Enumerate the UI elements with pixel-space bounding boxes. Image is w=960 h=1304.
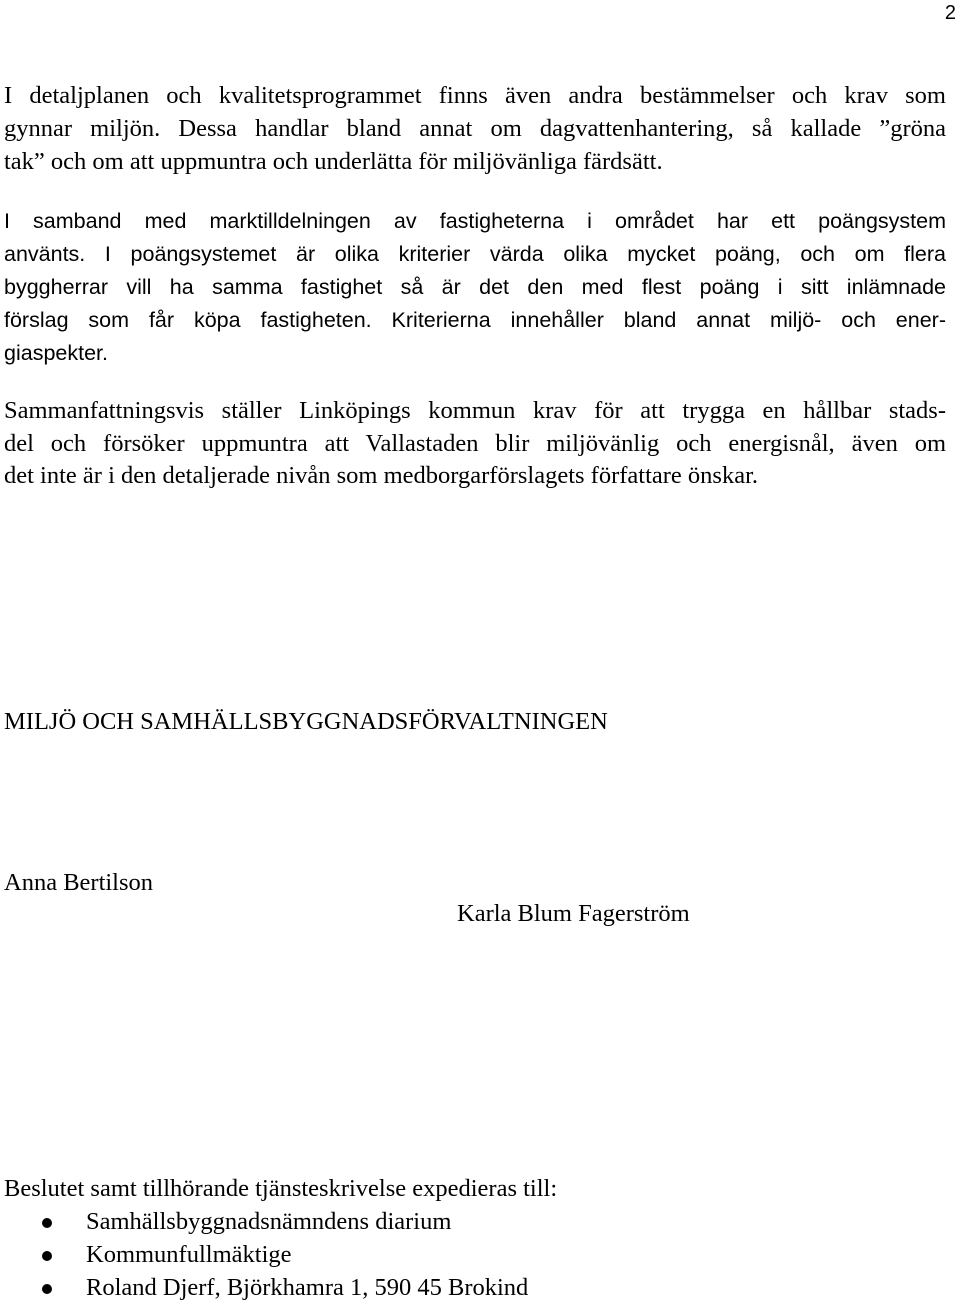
paragraph-line: Sammanfattningsvis ställer Linköpings kommun krav för att trygga en hållbar stads- <box>4 397 946 424</box>
paragraph-line: gynnar miljön. Dessa handlar bland annat om dagvattenhantering, så kallade ”gröna <box>4 115 946 142</box>
bullet-icon <box>42 1218 52 1228</box>
page-number: 2 <box>944 2 956 24</box>
list-item-text: Samhällsbyggnadsnämndens diarium <box>86 1208 452 1235</box>
list-item-text: Kommunfullmäktige <box>86 1241 292 1268</box>
paragraph-line: förslag som får köpa fastigheten. Kriterierna innehåller bland annat miljö- och ener- <box>4 308 946 332</box>
signatory-second: Karla Blum Fagerström <box>457 900 690 927</box>
bullet-icon <box>42 1251 52 1261</box>
list-item-text: Roland Djerf, Björkhamra 1, 590 45 Brokind <box>86 1274 529 1301</box>
bullet-icon <box>42 1284 52 1294</box>
paragraph-line: I detaljplanen och kvalitetsprogrammet finns även andra bestämmelser och krav som <box>4 82 946 109</box>
paragraph-line: giaspekter. <box>4 341 108 365</box>
paragraph-line: del och försöker uppmuntra att Vallastaden blir miljövänlig och energisnål, även om <box>4 430 946 457</box>
distribution-heading: Beslutet samt tillhörande tjänsteskrivelse expedieras till: <box>4 1175 558 1202</box>
paragraph-line: I samband med marktilldelningen av fastigheterna i området har ett poängsystem <box>4 209 946 233</box>
organization-name: MILJÖ OCH SAMHÄLLSBYGGNADSFÖRVALTNINGEN <box>4 708 608 735</box>
signatory-first: Anna Bertilson <box>4 869 154 896</box>
paragraph-line: byggherrar vill ha samma fastighet så är det den med flest poäng i sitt inlämnade <box>4 275 946 299</box>
paragraph-line: använts. I poängsystemet är olika kriterier värda olika mycket poäng, och om flera <box>4 242 946 266</box>
paragraph-line: tak” och om att uppmuntra och underlätta för miljövänliga färdsätt. <box>4 148 663 175</box>
paragraph-line: det inte är i den detaljerade nivån som medborgarförslagets författare önskar. <box>4 462 758 489</box>
